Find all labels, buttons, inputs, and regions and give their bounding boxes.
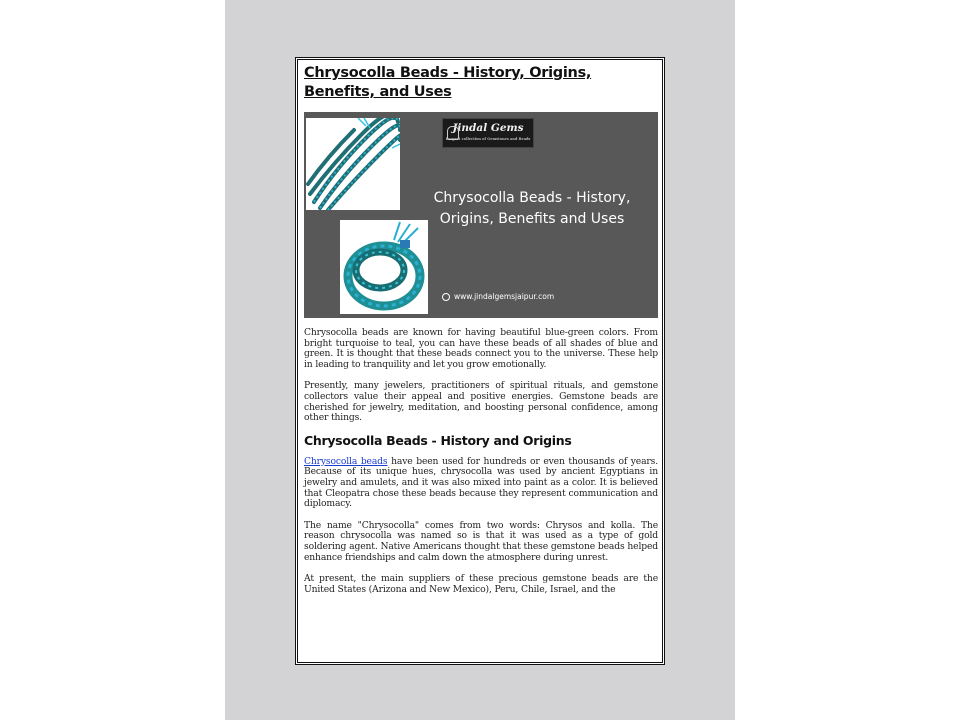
history-paragraph-2: The name "Chrysocolla" comes from two words: Chrysos and kolla. The reason chrysocolla was named so is that it was used as a type of gold soldering agent. Native Americans thought that these gemstone beads helped enhance friendships and calm down the atmosphere during unrest. [304,519,658,563]
banner-heading [412,188,652,230]
history-paragraph-1 [304,457,658,510]
intro-paragraph-2: Presently, many jewelers, practitioners of spiritual rituals, and gemstone collectors value their appeal and positive energies. Gemstone beads are cherished for jewelry, meditation, and boosting personal confidence, among other things. [304,380,658,424]
document-page [295,57,665,665]
intro-paragraph-1: Chrysocolla beads are known for having beautiful blue-green colors. From bright turquoise to teal, you can have these beads of all shades of blue and green. It is thought that these beads connect you to the universe. These help in leading to tranquility and let you grow emotionally. [304,327,658,370]
history-paragraph-3: At present, the main suppliers of these precious gemstone beads are the United States (Arizona and New Mexico), Peru, Chile, Israel, and the [304,573,658,595]
section-heading-history: Chrysocolla Beads - History and Origins [304,432,572,448]
globe-icon [442,293,450,301]
banner-heading-line2: Origins, Benefits and Uses [439,211,625,227]
logo-mark-icon [447,126,459,140]
jindal-gems-logo [442,118,534,148]
page-content [304,64,658,606]
banner-heading-line1: Chrysocolla Beads - History, [433,190,631,206]
logo-tagline: Largest collection of Gemstones and Beads [445,137,531,141]
article-banner-image [304,112,658,318]
banner-website [442,292,554,302]
chrysocolla-beads-link[interactable]: Chrysocolla beads [304,455,388,467]
beads-strands-photo [306,118,400,210]
viewer-backdrop [225,0,735,720]
banner-url-text: www.jindalgemsjaipur.com [454,292,555,301]
beads-bundle-photo [340,220,428,314]
logo-text: Jindal Gems [452,122,524,134]
document-title: Chrysocolla Beads - History, Origins, Benefits, and Uses [304,65,592,100]
history-paragraph-1-text: have been used for hundreds or even thousands of years. Because of its unique hues, chrysocolla was used by ancient Egyptians in jewelry and amulets, and it was also mixed into paint as a color. It is believed that Cleopatra chose these beads because they represent communication and diplomacy. [304,455,658,510]
